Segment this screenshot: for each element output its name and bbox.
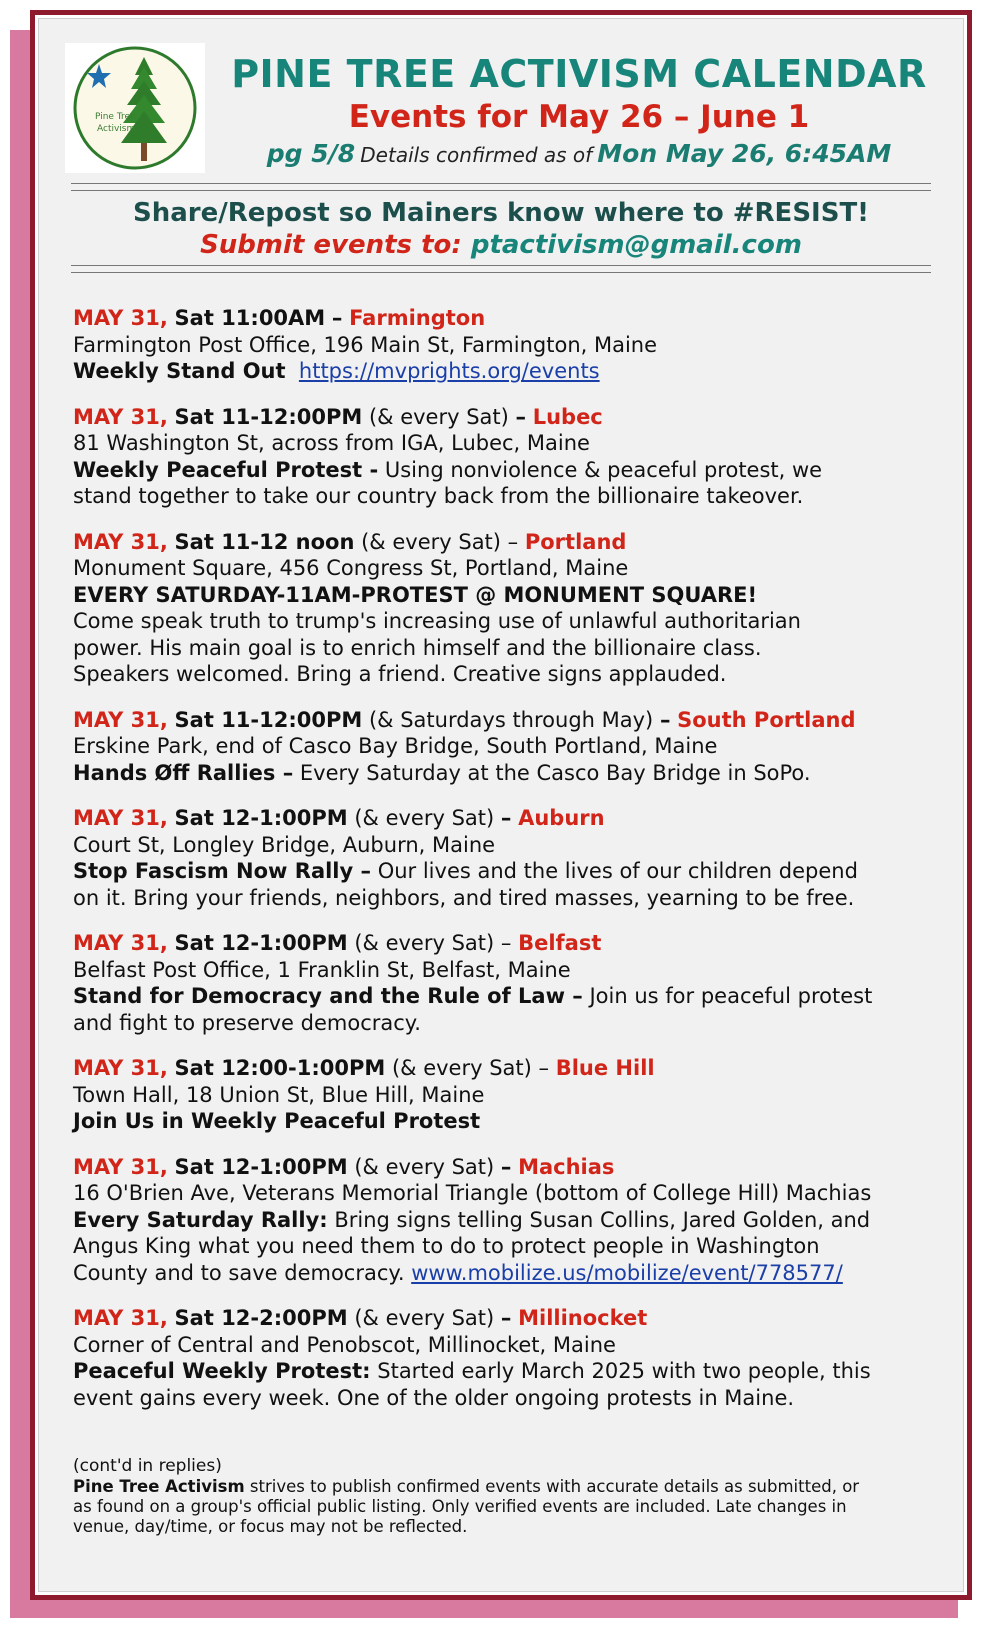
event-auburn bbox=[73, 805, 933, 911]
event-time: Sat 12:00-1:00PM bbox=[174, 1056, 386, 1080]
event-title: Weekly Peaceful Protest - bbox=[73, 457, 379, 482]
disclaimer-text: as found on a group's official public listing. Only verified events are included. Late changes in bbox=[73, 1497, 847, 1516]
event-title: Join Us in Weekly Peaceful Protest bbox=[73, 1109, 481, 1133]
logo-text-2: Activism bbox=[97, 124, 136, 134]
event-datetime bbox=[73, 1305, 933, 1332]
event-address: 16 O'Brien Ave, Veterans Memorial Triangle (bottom of College Hill) Machias bbox=[73, 1181, 872, 1205]
divider bbox=[71, 265, 931, 273]
event-time: Sat 12-2:00PM bbox=[174, 1306, 348, 1330]
page-number: pg 5/8 bbox=[266, 139, 356, 168]
event-datetime bbox=[73, 930, 933, 957]
event-title: Every Saturday Rally: bbox=[73, 1207, 328, 1232]
event-recurrence: (& every Sat) bbox=[361, 529, 501, 554]
event-machias bbox=[73, 1154, 933, 1287]
event-title: Stand for Democracy and the Rule of Law – bbox=[73, 984, 583, 1008]
disclaimer-text: strives to publish confirmed events with accurate details as submitted, or bbox=[249, 1477, 860, 1496]
event-link[interactable]: www.mobilize.us/mobilize/event/778577/ bbox=[411, 1260, 843, 1285]
event-city: Blue Hill bbox=[555, 1056, 655, 1080]
event-date: MAY 31, bbox=[73, 306, 168, 330]
event-city: South Portland bbox=[677, 707, 856, 732]
event-datetime bbox=[73, 529, 933, 556]
event-datetime bbox=[73, 404, 933, 431]
disclaimer-org: Pine Tree Activism bbox=[73, 1477, 245, 1496]
logo bbox=[65, 43, 205, 173]
event-address: Court St, Longley Bridge, Auburn, Maine bbox=[73, 832, 496, 857]
event-address: Corner of Central and Penobscot, Millinocket, Maine bbox=[73, 1332, 616, 1357]
event-sep: – bbox=[500, 931, 512, 955]
event-link[interactable]: https://mvprights.org/events bbox=[298, 359, 600, 383]
event-title: Weekly Stand Out bbox=[73, 359, 286, 383]
event-date: MAY 31, bbox=[73, 1056, 168, 1080]
event-time: Sat 12-1:00PM bbox=[174, 1154, 348, 1179]
event-address: Monument Square, 456 Congress St, Portland, Maine bbox=[73, 556, 629, 580]
event-date: MAY 31, bbox=[73, 707, 168, 732]
calendar-card bbox=[30, 10, 972, 1600]
page-info bbox=[209, 137, 949, 174]
header bbox=[209, 51, 949, 174]
continued-note: (cont'd in replies) bbox=[73, 1456, 222, 1476]
event-title: Stop Fascism Now Rally – bbox=[73, 859, 372, 883]
event-city: Machias bbox=[518, 1154, 615, 1179]
event-title: Hands Øff Rallies – bbox=[73, 760, 294, 785]
calendar-paper bbox=[38, 18, 964, 1592]
event-description: power. His main goal is to enrich himself and the billionaire class. bbox=[73, 635, 762, 660]
event-date: MAY 31, bbox=[73, 931, 168, 955]
event-description: Angus King what you need them to do to protect people in Washington bbox=[73, 1234, 820, 1258]
event-description: Speakers welcomed. Bring a friend. Creative signs applauded. bbox=[73, 662, 727, 686]
event-description: Join us for peaceful protest bbox=[589, 984, 873, 1008]
event-description: Every Saturday at the Casco Bay Bridge in SoPo. bbox=[299, 760, 811, 785]
event-address: Farmington Post Office, 196 Main St, Farmington, Maine bbox=[73, 332, 658, 357]
event-description: event gains every week. One of the older ongoing protests in Maine. bbox=[73, 1385, 795, 1410]
event-sep: – bbox=[538, 1056, 550, 1080]
event-recurrence: (& every Sat) bbox=[368, 404, 509, 429]
page-subtitle: Events for May 26 – June 1 bbox=[348, 99, 810, 135]
event-title: Peaceful Weekly Protest: bbox=[73, 1359, 371, 1383]
event-time: Sat 11-12:00PM bbox=[174, 707, 363, 732]
confirmed-label: Details confirmed as of bbox=[360, 143, 593, 167]
event-date: MAY 31, bbox=[73, 806, 168, 830]
event-recurrence: (& every Sat) bbox=[354, 806, 495, 830]
logo-text-1: Pine Tree bbox=[95, 112, 136, 122]
event-recurrence: (& every Sat) bbox=[354, 1154, 495, 1179]
event-lubec bbox=[73, 404, 933, 510]
event-city: Millinocket bbox=[518, 1306, 648, 1330]
footer bbox=[73, 1455, 933, 1537]
event-description: and fight to preserve democracy. bbox=[73, 1010, 421, 1035]
event-time: Sat 11-12 noon bbox=[174, 529, 355, 554]
event-address: Belfast Post Office, 1 Franklin St, Belfast, Maine bbox=[73, 957, 571, 982]
event-description: County and to save democracy. bbox=[73, 1260, 405, 1285]
event-date: MAY 31, bbox=[73, 404, 168, 429]
event-sep: – bbox=[515, 404, 527, 429]
event-time: Sat 12-1:00PM bbox=[174, 806, 348, 830]
event-recurrence: (& Saturdays through May) bbox=[368, 707, 654, 732]
event-recurrence: (& every Sat) bbox=[354, 931, 495, 955]
event-address: Town Hall, 18 Union St, Blue Hill, Maine bbox=[73, 1082, 485, 1107]
event-sep: – bbox=[507, 529, 519, 554]
event-description: Using nonviolence & peaceful protest, we bbox=[384, 457, 823, 482]
confirmed-date: Mon May 26, 6:45AM bbox=[597, 139, 892, 168]
event-sep: – bbox=[500, 1306, 512, 1330]
page-title: PINE TREE ACTIVISM CALENDAR bbox=[231, 52, 927, 96]
event-description: Started early March 2025 with two people, this bbox=[377, 1359, 871, 1383]
event-time: Sat 11-12:00PM bbox=[174, 404, 363, 429]
event-farmington bbox=[73, 305, 933, 385]
event-city: Portland bbox=[524, 529, 627, 554]
event-description: Come speak truth to trump's increasing use of unlawful authoritarian bbox=[73, 609, 801, 633]
event-date: MAY 31, bbox=[73, 1306, 168, 1330]
event-sep: – bbox=[500, 806, 512, 830]
event-sep: – bbox=[500, 1154, 512, 1179]
event-datetime bbox=[73, 305, 933, 332]
event-south-portland bbox=[73, 707, 933, 787]
event-datetime bbox=[73, 1154, 933, 1181]
share-line: Share/Repost so Mainers know where to #RESIST! bbox=[132, 198, 870, 228]
event-datetime bbox=[73, 1055, 933, 1082]
event-datetime bbox=[73, 707, 933, 734]
event-banner: EVERY SATURDAY-11AM-PROTEST @ MONUMENT SQUARE! bbox=[73, 582, 758, 607]
disclaimer-text: venue, day/time, or focus may not be reflected. bbox=[73, 1517, 468, 1536]
event-city: Auburn bbox=[518, 806, 605, 830]
submit-label: Submit events to: bbox=[200, 230, 462, 260]
event-sep: – bbox=[331, 306, 343, 330]
event-portland bbox=[73, 529, 933, 688]
event-date: MAY 31, bbox=[73, 529, 168, 554]
event-description: on it. Bring your friends, neighbors, and tired masses, yearning to be free. bbox=[73, 885, 855, 910]
event-city: Lubec bbox=[532, 404, 603, 429]
submit-line bbox=[71, 229, 931, 261]
event-blue-hill bbox=[73, 1055, 933, 1135]
event-time: Sat 11:00AM bbox=[174, 306, 326, 330]
event-time: Sat 12-1:00PM bbox=[174, 931, 348, 955]
event-recurrence: (& every Sat) bbox=[391, 1056, 532, 1080]
event-list bbox=[73, 305, 933, 1430]
event-datetime bbox=[73, 805, 933, 832]
event-description: stand together to take our country back from the billionaire takeover. bbox=[73, 484, 804, 508]
event-date: MAY 31, bbox=[73, 1154, 168, 1179]
event-millinocket bbox=[73, 1305, 933, 1411]
event-address: Erskine Park, end of Casco Bay Bridge, South Portland, Maine bbox=[73, 734, 718, 758]
event-city: Farmington bbox=[349, 306, 486, 330]
divider bbox=[71, 183, 931, 191]
event-sep: – bbox=[659, 707, 671, 732]
event-recurrence: (& every Sat) bbox=[354, 1306, 495, 1330]
event-description: Bring signs telling Susan Collins, Jared Golden, and bbox=[334, 1207, 871, 1232]
event-city: Belfast bbox=[518, 931, 602, 955]
disclaimer bbox=[73, 1477, 933, 1497]
event-address: 81 Washington St, across from IGA, Lubec, Maine bbox=[73, 431, 590, 455]
event-belfast bbox=[73, 930, 933, 1036]
submit-email[interactable]: ptactivism@gmail.com bbox=[470, 230, 802, 260]
event-description: Our lives and the lives of our children depend bbox=[377, 859, 858, 883]
